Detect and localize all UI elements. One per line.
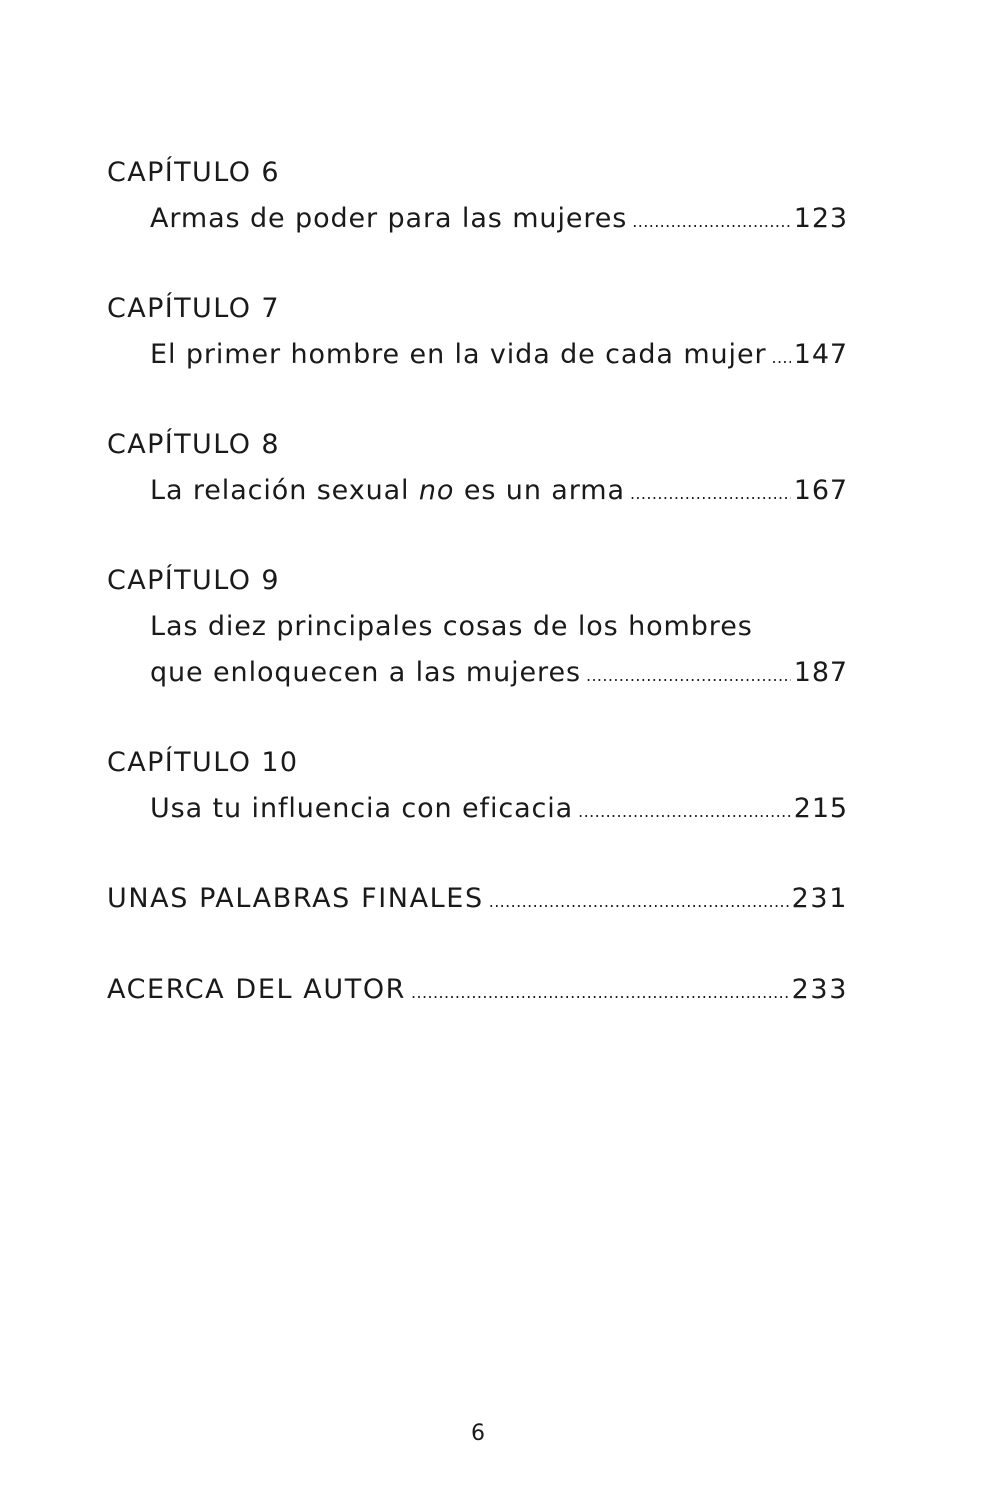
entry-title: UNAS PALABRAS FINALES [107,883,484,914]
entry-title: ACERCA DEL AUTOR [107,974,407,1005]
entry-title-emphasis: no [418,475,455,506]
entry-page-number: 187 [793,657,848,688]
entry-page-number: 123 [793,203,848,234]
page-number: 6 [471,1421,485,1446]
chapter-label: CAPÍTULO 6 [107,157,280,188]
dot-leader [632,199,791,245]
dot-leader [489,879,789,925]
toc-chapter-8 [107,422,848,514]
toc-chapter-10 [107,740,848,832]
toc-entry[interactable] [107,650,848,696]
toc-entry[interactable] [107,967,848,1013]
entry-page-number: 215 [793,793,848,824]
entry-title-part: es un arma [454,475,625,506]
entry-title-part: La relación sexual [150,475,419,506]
dot-leader [771,335,790,381]
entry-title [150,468,625,514]
toc-entry[interactable] [107,786,848,832]
toc-section-final-words [107,876,848,922]
toc-entry[interactable] [107,468,848,514]
chapter-label: CAPÍTULO 10 [107,747,299,778]
entry-title: que enloquecen a las mujeres [150,657,581,688]
chapter-label: CAPÍTULO 8 [107,429,280,460]
dot-leader [630,471,791,517]
chapter-label: CAPÍTULO 7 [107,293,280,324]
toc-entry[interactable] [107,332,848,378]
toc-chapter-9 [107,558,848,696]
dot-leader [411,970,789,1016]
dot-leader [578,789,791,835]
entry-page-number: 167 [793,475,848,506]
toc-chapter-6 [107,150,848,242]
toc-entry[interactable] [107,876,848,922]
entry-title: El primer hombre en la vida de cada mujer [150,339,767,370]
entry-title: Usa tu influencia con eficacia [150,793,574,824]
entry-title: Armas de poder para las mujeres [150,203,628,234]
toc-entry[interactable] [107,196,848,242]
entry-page-number: 147 [793,339,848,370]
entry-page-number: 233 [791,974,848,1005]
toc-chapter-7 [107,286,848,378]
toc-section-about-author [107,967,848,1013]
chapter-label: CAPÍTULO 9 [107,565,280,596]
entry-title-line: Las diez principales cosas de los hombres [150,611,753,642]
dot-leader [586,653,791,699]
entry-page-number: 231 [791,883,848,914]
table-of-contents [107,150,848,1058]
